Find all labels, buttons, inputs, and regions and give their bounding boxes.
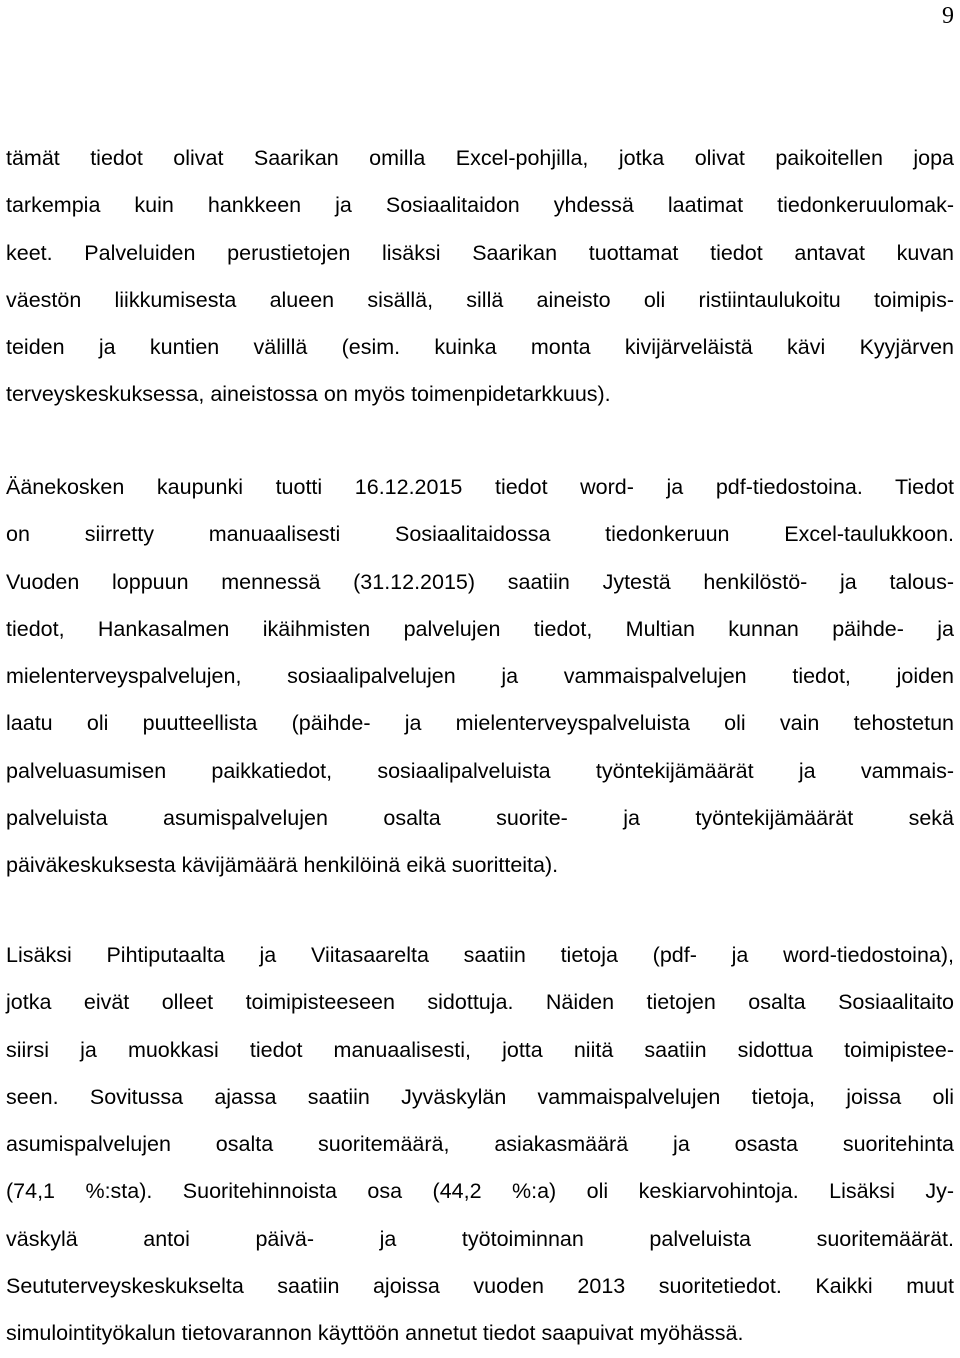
paragraph-line: keet. Palveluiden perustietojen lisäksi Saarikan tuottamat tiedot antavat kuvan [6, 240, 954, 265]
paragraph-line: Äänekosken kaupunki tuotti 16.12.2015 tiedot word- ja pdf-tiedostoina. Tiedot [6, 475, 954, 499]
paragraph-3 [6, 932, 954, 1358]
paragraph-line: Lisäksi Pihtiputaalta ja Viitasaarelta saatiin tietoja (pdf- ja word-tiedostoina), [6, 943, 954, 967]
paragraph-line: jotka eivät olleet toimipisteeseen sidottuja. Näiden tietojen osalta Sosiaalitaito [6, 990, 954, 1015]
paragraph-line: väestön liikkumisesta alueen sisällä, sillä aineisto oli ristiintaulukoitu toimipis- [6, 287, 954, 312]
paragraph-line: mielenterveyspalvelujen, sosiaalipalvelujen ja vammaispalvelujen tiedot, joiden [6, 664, 954, 689]
paragraph-line: Seututerveyskeskukselta saatiin ajoissa vuoden 2013 suoritetiedot. Kaikki muut [6, 1274, 954, 1299]
paragraph-line: tiedot, Hankasalmen ikäihmisten palvelujen tiedot, Multian kunnan päihde- ja [6, 616, 954, 641]
paragraph-2 [6, 464, 954, 890]
paragraph-line: asumispalvelujen osalta suoritemäärä, asiakasmäärä ja osasta suoritehinta [6, 1132, 954, 1157]
paragraph-line: siirsi ja muokkasi tiedot manuaalisesti, jotta niitä saatiin sidottua toimipistee- [6, 1037, 954, 1062]
paragraph-1 [6, 135, 954, 419]
page-number: 9 [942, 3, 954, 29]
paragraph-line: Vuoden loppuun mennessä (31.12.2015) saatiin Jytestä henkilöstö- ja talous- [6, 569, 954, 594]
paragraph-line: päiväkeskuksesta kävijämäärä henkilöinä eikä suoritteita). [6, 853, 559, 878]
paragraph-line: laatu oli puutteellista (päihde- ja mielenterveyspalveluista oli vain tehostetun [6, 711, 954, 736]
paragraph-line: (74,1 %:sta). Suoritehinnoista osa (44,2 %:a) oli keskiarvohintoja. Lisäksi Jy- [6, 1179, 954, 1204]
paragraph-line: tarkempia kuin hankkeen ja Sosiaalitaidon yhdessä laatimat tiedonkeruulomak- [6, 193, 954, 218]
paragraph-line: terveyskeskuksessa, aineistossa on myös toimenpidetarkkuus). [6, 382, 611, 407]
paragraph-line: seen. Sovitussa ajassa saatiin Jyväskylän vammaispalvelujen tietoja, joissa oli [6, 1084, 954, 1109]
paragraph-line: palveluista asumispalvelujen osalta suorite- ja työntekijämäärät sekä [6, 806, 954, 831]
paragraph-line: väskylä antoi päivä- ja työtoiminnan palveluista suoritemäärät. [6, 1226, 954, 1251]
paragraph-line: palveluasumisen paikkatiedot, sosiaalipalveluista työntekijämäärät ja vammais- [6, 758, 954, 783]
paragraph-line: on siirretty manuaalisesti Sosiaalitaidossa tiedonkeruun Excel-taulukkoon. [6, 522, 954, 547]
paragraph-line: teiden ja kuntien välillä (esim. kuinka monta kivijärveläistä kävi Kyyjärven [6, 335, 954, 360]
paragraph-line: tämät tiedot olivat Saarikan omilla Excel-pohjilla, jotka olivat paikoitellen jopa [6, 146, 954, 170]
paragraph-line: simulointityökalun tietovarannon käyttöön annetut tiedot saapuivat myöhässä. [6, 1321, 744, 1346]
